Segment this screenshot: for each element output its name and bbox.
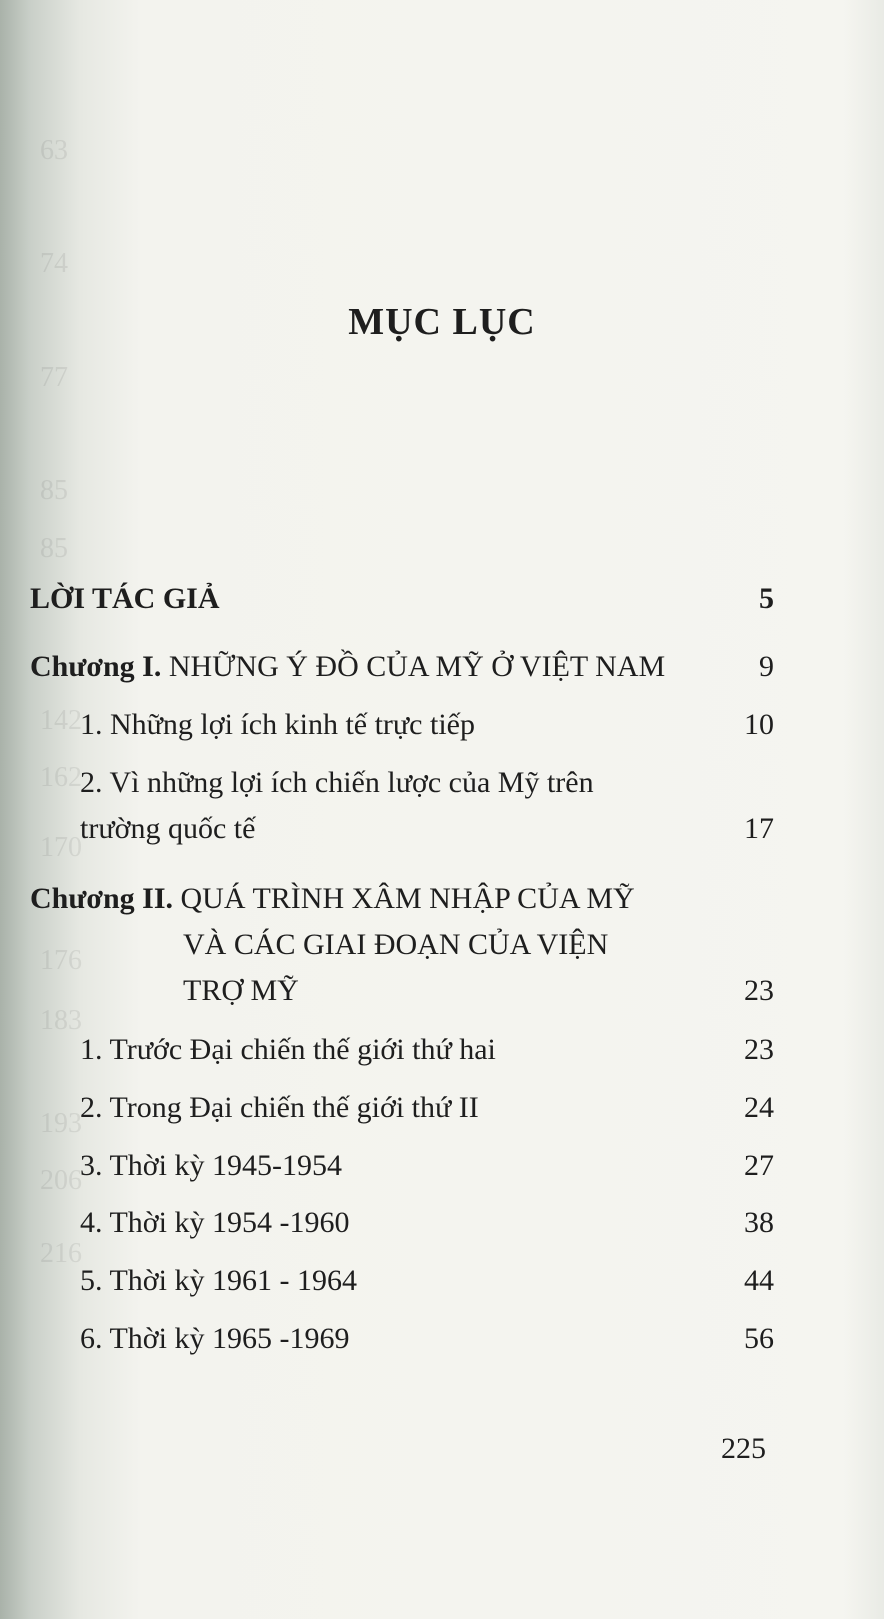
- show-through-text: 170: [40, 832, 82, 863]
- toc-page-number: 56: [744, 1322, 774, 1355]
- toc-entry-chapter-2: [30, 882, 774, 916]
- chapter-label: Chương II.: [30, 882, 173, 915]
- show-through-text: 85: [40, 533, 68, 564]
- chapter-title-continued: VÀ CÁC GIAI ĐOẠN CỦA VIỆN: [183, 928, 609, 961]
- toc-entry-section: 4. Thời kỳ 1954 -1960: [80, 1206, 350, 1239]
- toc-page-number: 10: [744, 708, 774, 741]
- toc-page-number: 38: [744, 1206, 774, 1239]
- toc-page-number: 5: [759, 582, 774, 615]
- toc-page-number: 44: [744, 1264, 774, 1297]
- show-through-text: 63: [40, 135, 68, 166]
- toc-page-number: 9: [759, 650, 774, 683]
- toc-page-number: 24: [744, 1091, 774, 1124]
- toc-entry-section: 5. Thời kỳ 1961 - 1964: [80, 1264, 357, 1297]
- show-through-text: 162: [40, 762, 82, 793]
- toc-page-number: 23: [744, 1033, 774, 1066]
- show-through-text: 193: [40, 1108, 82, 1139]
- toc-page-number: 27: [744, 1149, 774, 1182]
- show-through-text: 77: [40, 362, 68, 393]
- toc-page-number: 23: [744, 974, 774, 1007]
- toc-entry-section-continued: trường quốc tế: [80, 812, 256, 845]
- toc-entry-section: 1. Những lợi ích kinh tế trực tiếp: [80, 708, 475, 741]
- chapter-title-continued: TRỢ MỸ: [183, 974, 299, 1007]
- page-edge-shadow: [844, 0, 884, 1619]
- footer-page-number: 225: [721, 1432, 766, 1465]
- toc-entry-section: 2. Vì những lợi ích chiến lược của Mỹ trên: [80, 766, 594, 799]
- chapter-title: QUÁ TRÌNH XÂM NHẬP CỦA MỸ: [180, 882, 635, 915]
- show-through-text: 183: [40, 1005, 82, 1036]
- toc-entry-section: 3. Thời kỳ 1945-1954: [80, 1149, 342, 1182]
- toc-page-number: 17: [744, 812, 774, 845]
- show-through-text: 176: [40, 945, 82, 976]
- show-through-text: 206: [40, 1165, 82, 1196]
- toc-entry-chapter-1: [30, 650, 774, 684]
- show-through-text: 216: [40, 1238, 82, 1269]
- page-title: MỤC LỤC: [348, 301, 536, 343]
- toc-entry-section: 1. Trước Đại chiến thế giới thứ hai: [80, 1033, 496, 1066]
- show-through-text: 142: [40, 705, 82, 736]
- toc-entry-section: 2. Trong Đại chiến thế giới thứ II: [80, 1091, 479, 1124]
- toc-entry-preface: LỜI TÁC GIẢ: [30, 582, 220, 615]
- show-through-text: 85: [40, 475, 68, 506]
- chapter-title: NHỮNG Ý ĐỒ CỦA MỸ Ở VIỆT NAM: [168, 650, 666, 683]
- toc-entry-section: 6. Thời kỳ 1965 -1969: [80, 1322, 350, 1355]
- chapter-label: Chương I.: [30, 650, 162, 683]
- show-through-text: 74: [40, 248, 68, 279]
